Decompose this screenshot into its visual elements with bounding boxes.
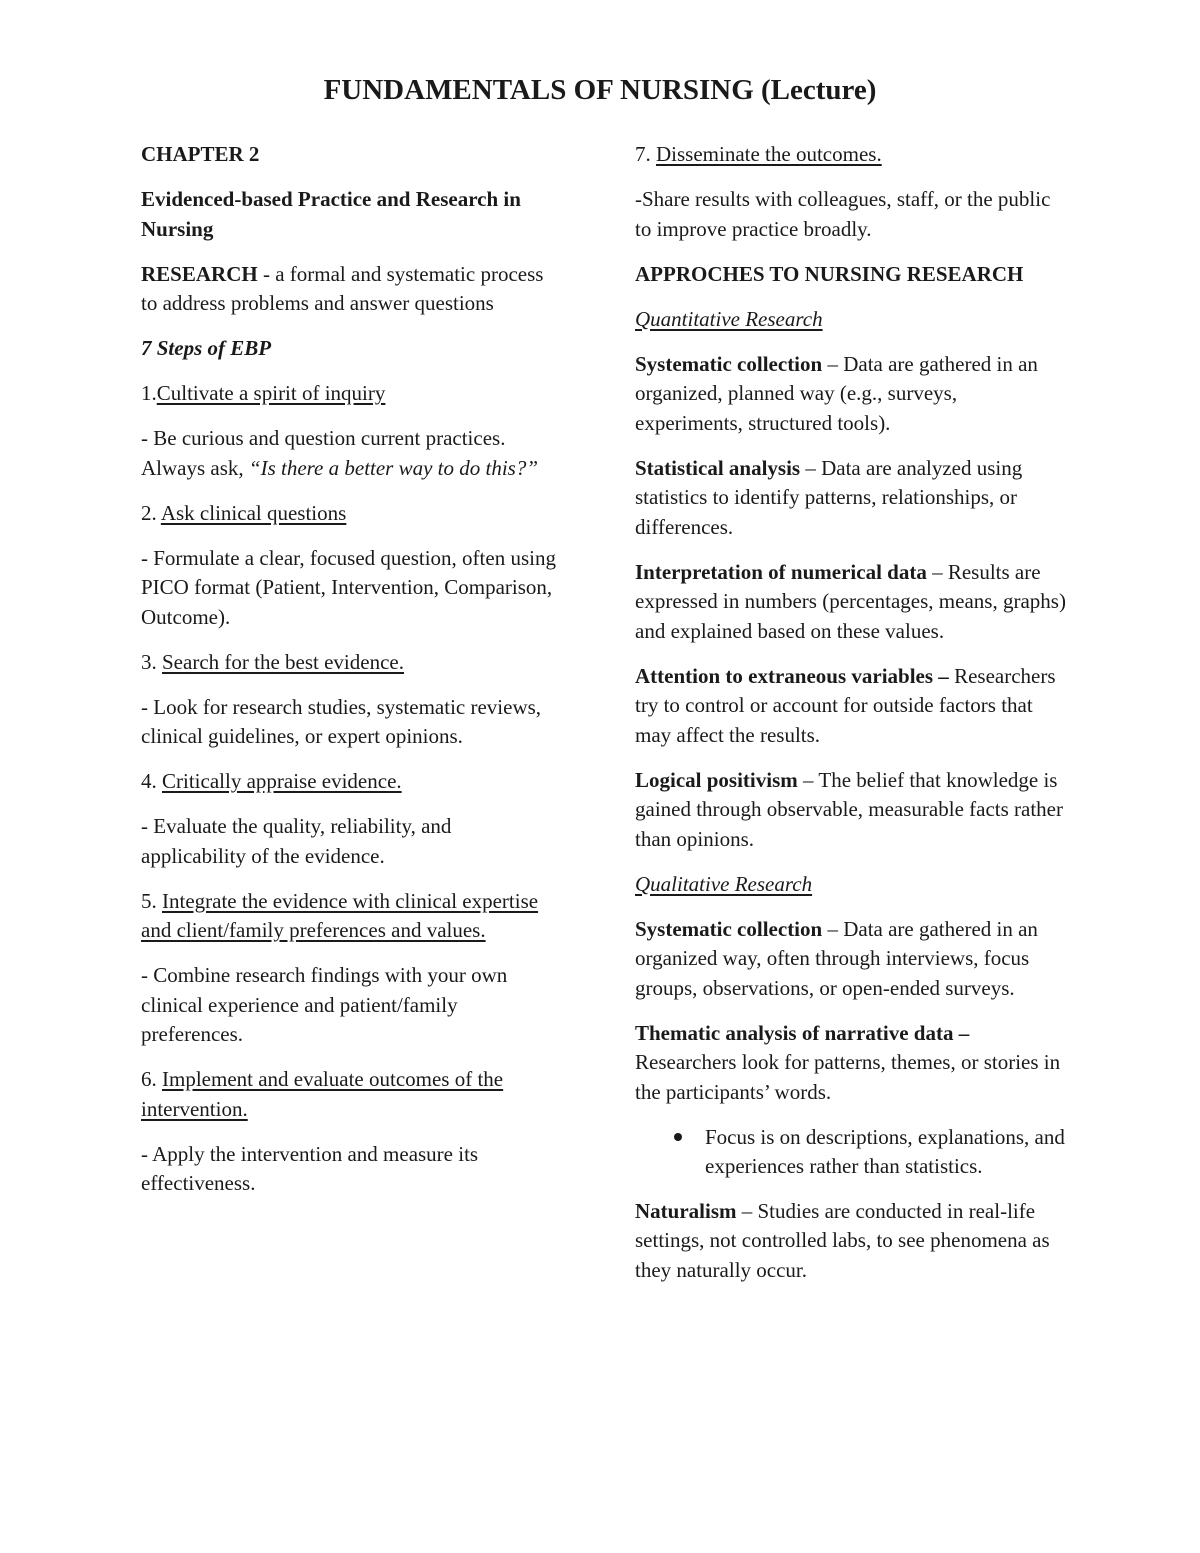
document-title: FUNDAMENTALS OF NURSING (Lecture) (323, 74, 877, 106)
research-definition (141, 260, 561, 319)
step-3-desc: - Look for research studies, systematic reviews, clinical guidelines, or expert opinions. (141, 694, 542, 748)
quant-item: Statistical analysis – Data are analyzed using statistics to identify patterns, relationships, or differences. (635, 455, 1023, 539)
research-term: RESEARCH (141, 261, 258, 286)
chapter-label: CHAPTER 2 (141, 142, 260, 166)
step-7-desc: -Share results with colleagues, staff, or the public to improve practice broadly. (635, 187, 1051, 241)
step-2-desc: - Formulate a clear, focused question, often using PICO format (Patient, Intervention, Comparison, Outcome). (141, 545, 556, 629)
right-column (635, 140, 1070, 1301)
qualitative-heading: Qualitative Research (635, 871, 813, 896)
step-2-title: 2. Ask clinical questions (141, 500, 347, 525)
step-1-desc: - Be curious and question current practices. Always ask, “Is there a better way to do this?” (141, 426, 539, 480)
step-4-desc: - Evaluate the quality, reliability, and applicability of the evidence. (141, 814, 452, 868)
bullet-icon (674, 1133, 682, 1141)
step-6-title: 6. Implement and evaluate outcomes of the intervention. (141, 1067, 504, 1121)
step-4-title: 4. Critically appraise evidence. (141, 769, 402, 793)
quant-item: Attention to extraneous variables – Researchers try to control or account for outside factors that may affect the results. (635, 663, 1056, 747)
step-1-quote: “Is there a better way to do this?” (248, 455, 539, 480)
quant-item: Systematic collection – Data are gathered in an organized, planned way (e.g., surveys, experiments, structured tools). (635, 351, 1038, 435)
quant-item: Interpretation of numerical data – Results are expressed in numbers (percentages, means, graphs) and explained based on these values. (635, 559, 1066, 643)
step-7-title: 7. Disseminate the outcomes. (635, 142, 882, 166)
step-5-title: 5. Integrate the evidence with clinical expertise and client/family preferences and values. (141, 888, 539, 942)
step-1-title: 1.Cultivate a spirit of inquiry (141, 381, 386, 405)
qual-item: Systematic collection – Data are gathered in an organized way, often through interviews, focus groups, observations, or open-ended surveys. (635, 916, 1038, 1000)
qual-bullet-list (635, 1123, 1070, 1182)
left-column (141, 140, 561, 1214)
qual-item: Thematic analysis of narrative data – Researchers look for patterns, themes, or stories in the participants’ words. (635, 1020, 1061, 1104)
research-def-text: - a formal and systematic process to address problems and answer questions (141, 261, 544, 315)
steps-heading: 7 Steps of EBP (141, 336, 272, 360)
qual-item: Naturalism – Studies are conducted in real-life settings, not controlled labs, to see phenomena as they naturally occur. (635, 1198, 1050, 1282)
section-title: Evidenced-based Practice and Research in Nursing (141, 187, 521, 241)
step-3-title: 3. Search for the best evidence. (141, 649, 404, 674)
approaches-heading: APPROCHES TO NURSING RESEARCH (635, 261, 1024, 286)
quant-item: Logical positivism – The belief that knowledge is gained through observable, measurable facts rather than opinions. (635, 767, 1063, 851)
step-6-desc: - Apply the intervention and measure its effectiveness. (141, 1141, 479, 1195)
step-5-desc: - Combine research findings with your own clinical experience and patient/family preferences. (141, 963, 508, 1046)
quantitative-heading: Quantitative Research (635, 306, 823, 331)
list-item: Focus is on descriptions, explanations, and experiences rather than statistics. (705, 1123, 1070, 1182)
